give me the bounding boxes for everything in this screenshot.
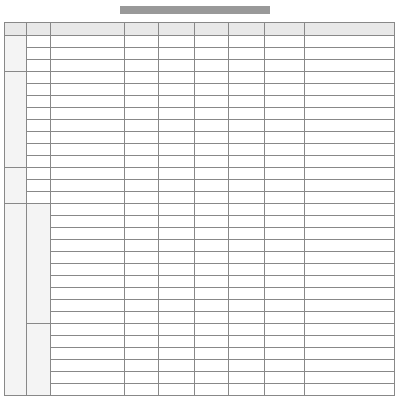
table-header-row xyxy=(5,23,395,36)
table-row xyxy=(5,96,395,108)
table-row xyxy=(5,348,395,360)
table-row xyxy=(5,300,395,312)
table-row xyxy=(5,144,395,156)
table-row xyxy=(5,216,395,228)
table-row xyxy=(5,204,395,216)
table-row xyxy=(5,276,395,288)
table-row xyxy=(5,120,395,132)
table-row xyxy=(5,312,395,324)
document-title-placeholder xyxy=(120,6,270,14)
table-row xyxy=(5,360,395,372)
table-row xyxy=(5,48,395,60)
table-row xyxy=(5,36,395,48)
table-row xyxy=(5,168,395,180)
table-row xyxy=(5,324,395,336)
table-row xyxy=(5,192,395,204)
table-row xyxy=(5,72,395,84)
table-row xyxy=(5,336,395,348)
planning-analysis-table xyxy=(4,22,395,396)
table-row xyxy=(5,84,395,96)
table-row xyxy=(5,264,395,276)
table-row xyxy=(5,240,395,252)
table-row xyxy=(5,180,395,192)
table-row xyxy=(5,228,395,240)
table-row xyxy=(5,108,395,120)
table-row xyxy=(5,384,395,396)
table-row xyxy=(5,60,395,72)
table-row xyxy=(5,252,395,264)
table-row xyxy=(5,288,395,300)
table-row xyxy=(5,132,395,144)
table-row xyxy=(5,372,395,384)
table-row xyxy=(5,156,395,168)
